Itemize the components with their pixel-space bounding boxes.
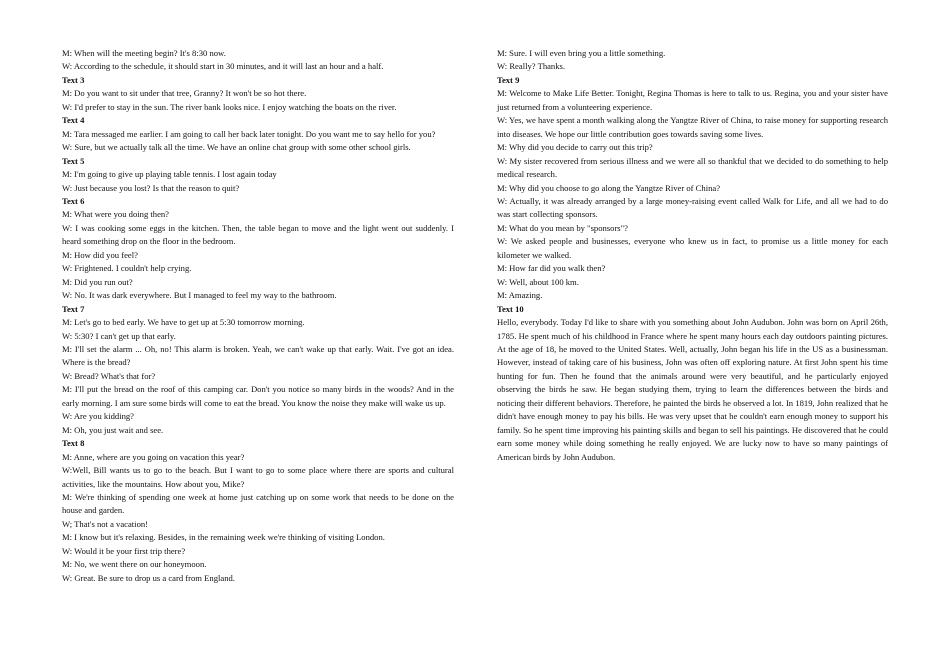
- transcript-line: W: Frightened. I couldn't help crying.: [62, 263, 192, 274]
- transcript-line: M: What were you doing then?: [62, 209, 169, 220]
- transcript-line: M: I'll put the bread on the roof of this camping car. Don't you notice so many birds in the woods? And in the early morning. I am sure some birds will come to eat the bread. You know the noise they make will wake us up.: [62, 384, 454, 408]
- left-column: [62, 47, 454, 585]
- transcript-line: W: Yes, we have spent a month walking along the Yangtze River of China, to raise money for supporting research into diseases. We hope our little contribution goes towards saving some lives.: [497, 115, 888, 139]
- transcript-line: M: When will the meeting begin? It's 8:30 now.: [62, 48, 226, 58]
- transcript-line: M: How did you feel?: [62, 249, 138, 260]
- transcript-line: W: Would it be your first trip there?: [62, 545, 186, 556]
- transcript-line: W: We asked people and businesses, everyone who knew us in fact, to promise us a little money for each kilometer we walked.: [497, 236, 888, 260]
- transcript-line: M: Tara messaged me earlier. I am going to call her back later tonight. Do you want me to say hello for you?: [62, 128, 436, 139]
- section-heading: Text 6: [62, 195, 85, 206]
- transcript-line: M: Why did you choose to go along the Yangtze River of China?: [497, 182, 721, 193]
- transcript-line: W: No. It was dark everywhere. But I managed to feel my way to the bathroom.: [62, 290, 337, 301]
- transcript-line: M: What do you mean by "sponsors"?: [497, 222, 628, 233]
- transcript-line: W; That's not a vacation!: [62, 518, 149, 529]
- transcript-line: W: 5:30? I can't get up that early.: [62, 330, 176, 341]
- transcript-line: W: Sure, but we actually talk all the time. We have an online chat group with some other school girls.: [62, 142, 411, 153]
- section-heading: Text 5: [62, 155, 85, 166]
- section-heading: Text 9: [497, 74, 520, 85]
- transcript-line: M: Did you run out?: [62, 276, 133, 287]
- transcript-line: M: No, we went there on our honeymoon.: [62, 559, 207, 570]
- transcript-line: W:Well, Bill wants us to go to the beach. But I want to go to some place where there are sports and cultural activities, like the mountains. How about you, Mike?: [62, 465, 454, 489]
- transcript-line: W: Just because you lost? Is that the reason to quit?: [62, 182, 240, 193]
- transcript-line: M: I'm going to give up playing table tennis. I lost again today: [62, 169, 277, 180]
- transcript-line: M: Anne, where are you going on vacation this year?: [62, 451, 245, 462]
- transcript-line: W: Well, about 100 km.: [497, 276, 579, 287]
- section-heading: Text 7: [62, 303, 85, 314]
- transcript-line: W: Actually, it was already arranged by a large money-raising event called Walk for Life, and all we had to do was start collecting sponsors.: [497, 195, 888, 220]
- transcript-line: W: Are you kidding?: [62, 411, 134, 422]
- transcript-line: M: Let's go to bed early. We have to get up at 5:30 tomorrow morning.: [62, 317, 305, 328]
- transcript-line: M: I'll set the alarm ... Oh, no! This alarm is broken. Yeah, we can't wake up that early. Wait. I've got an idea. Where is the bread?: [62, 343, 454, 368]
- section-heading: Text 10: [497, 303, 524, 314]
- transcript-line: W: I'd prefer to stay in the sun. The river bank looks nice. I enjoy watching the boats on the river.: [62, 101, 397, 112]
- transcript-line: M: Oh, you just wait and see.: [62, 424, 164, 435]
- right-column: [497, 47, 888, 464]
- transcript-line: W: Great. Be sure to drop us a card from England.: [62, 572, 235, 583]
- section-heading: Text 8: [62, 438, 85, 449]
- transcript-line: M: Sure. I will even bring you a little something.: [497, 48, 666, 58]
- transcript-line: M: How far did you walk then?: [497, 263, 606, 274]
- transcript-line: M: Why did you decide to carry out this trip?: [497, 142, 653, 153]
- section-heading: Text 3: [62, 74, 85, 85]
- transcript-line: M: I know but it's relaxing. Besides, in the remaining week we're thinking of visiting London.: [62, 532, 385, 543]
- transcript-line: W: Bread? What's that for?: [62, 370, 156, 381]
- transcript-line: M: Amazing.: [497, 290, 543, 301]
- transcript-line: M: We're thinking of spending one week at home just catching up on some work that needs to be done on the house and garden.: [62, 491, 454, 516]
- section-heading: Text 4: [62, 115, 85, 126]
- transcript-line: Hello, everybody. Today I'd like to share with you something about John Audubon. John was born on April 26th, 1785. He spent much of his childhood in France where he spent many hours each day outdoors painting pictures. At the age of 18, he moved to the United States. Well, actually, John began his life in the US as a businessman. However, instead of taking care of his business, John was often off exploring nature. At first John spent his time hunting for fun. Then he found that the animals around were very beautiful, and he particularly enjoyed observing the birds he saw. He began studying them, trying to learn the differences between the birds and noticing their different behaviors. Therefore, he painted the birds he observed a lot. In 1819, John realized that he didn't have enough money to pay his bills. He was very upset that he couldn't earn enough money to support his family. So he spent time improving his painting skills and began to sell his paintings. He discovered that he could earn some money while doing something he really enjoyed. We are lucky now to have so many paintings of American birds by John Audubon.: [497, 317, 888, 462]
- transcript-line: M: Do you want to sit under that tree, Granny? It won't be so hot there.: [62, 88, 307, 99]
- transcript-line: M: Welcome to Make Life Better. Tonight, Regina Thomas is here to talk to us. Regina, you and your sister have just returned from a volunteering experience.: [497, 88, 888, 112]
- transcript-line: W: My sister recovered from serious illness and we were all so thankful that we decided to do something to help medical research.: [497, 155, 888, 180]
- transcript-line: W: According to the schedule, it should start in 30 minutes, and it will last an hour and a half.: [62, 61, 384, 72]
- transcript-line: W: Really? Thanks.: [497, 61, 566, 72]
- transcript-line: W: I was cooking some eggs in the kitchen. Then, the table began to move and the light went out suddenly. I heard something drop on the floor in the bedroom.: [62, 222, 454, 247]
